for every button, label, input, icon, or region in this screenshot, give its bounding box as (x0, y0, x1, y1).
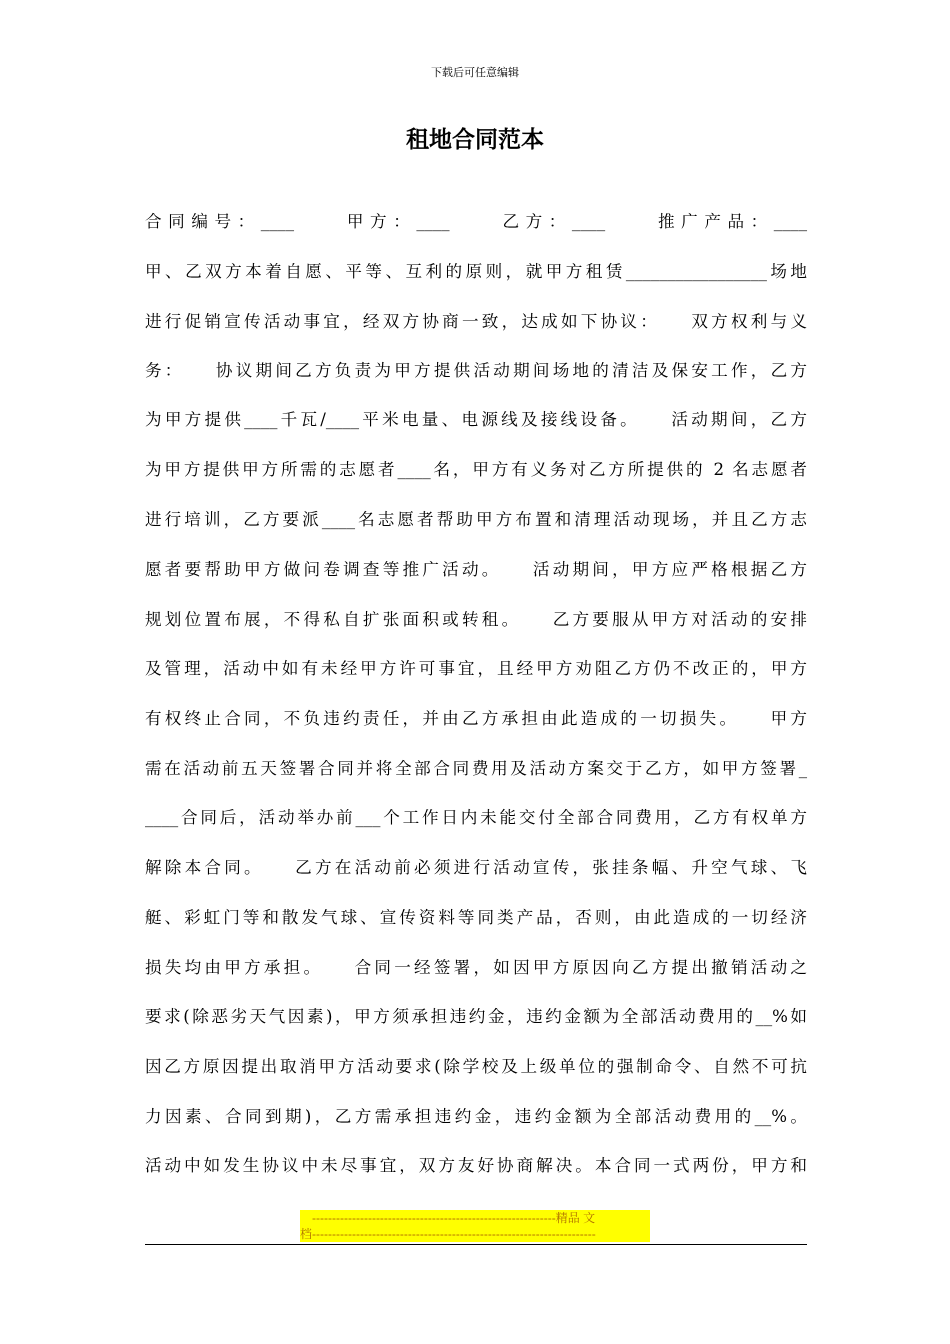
body-line: 有权终止合同，不负违约责任，并由乙方承担由此造成的一切损失。 甲方 (145, 709, 807, 728)
body-line: 规划位置布展，不得私自扩张面积或转租。 乙方要服从甲方对活动的安排 (145, 610, 807, 629)
footer-line-2: 档----------------------------------------------------------------------- (300, 1226, 650, 1242)
footer-watermark (300, 1210, 650, 1242)
body-line: 要求(除恶劣天气因素)，甲方须承担违约金，违约金额为全部活动费用的__%如 (145, 1007, 807, 1026)
body-line: 解除本合同。 乙方在活动前必须进行活动宣传，张挂条幅、升空气球、飞 (145, 858, 807, 877)
body-line: 力因素、合同到期)，乙方需承担违约金，违约金额为全部活动费用的__%。 (145, 1107, 807, 1126)
body-line: 甲、乙双方本着自愿、平等、互利的原则，就甲方租赁_________________场地 (145, 262, 807, 281)
footer-line-1: -------------------------------------------------------------精品 文 (300, 1210, 650, 1226)
body-line: ____合同后，活动举办前___个工作日内未能交付全部合同费用，乙方有权单方 (145, 808, 807, 827)
body-line: 进行促销宣传活动事宜，经双方协商一致，达成如下协议： 双方权利与义 (145, 312, 807, 331)
body-line: 务： 协议期间乙方负责为甲方提供活动期间场地的清洁及保安工作，乙方 (145, 361, 807, 380)
body-line: 因乙方原因提出取消甲方活动要求(除学校及上级单位的强制命令、自然不可抗 (145, 1057, 807, 1076)
body-line: 活动中如发生协议中未尽事宜，双方友好协商解决。本合同一式两份，甲方和 (145, 1156, 807, 1175)
header-note: 下载后可任意编辑 (431, 66, 519, 79)
body-line: 需在活动前五天签署合同并将全部合同费用及活动方案交于乙方，如甲方签署_ (145, 759, 807, 778)
body-line: 愿者要帮助甲方做问卷调查等推广活动。 活动期间，甲方应严格根据乙方 (145, 560, 807, 579)
body-line: 合同编号：____ 甲方：____ 乙方：____ 推广产品：____ (145, 212, 807, 231)
document-title: 租地合同范本 (406, 126, 544, 153)
body-line: 艇、彩虹门等和散发气球、宣传资料等同类产品，否则，由此造成的一切经济 (145, 908, 807, 927)
body-line: 及管理，活动中如有未经甲方许可事宜，且经甲方劝阻乙方仍不改正的，甲方 (145, 659, 807, 678)
body-line: 为甲方提供甲方所需的志愿者____名，甲方有义务对乙方所提供的 2 名志愿者 (145, 460, 807, 479)
footer-rule (145, 1244, 807, 1245)
body-line: 为甲方提供____千瓦/____平米电量、电源线及接线设备。 活动期间，乙方 (145, 410, 807, 429)
body-line: 进行培训，乙方要派____名志愿者帮助甲方布置和清理活动现场，并且乙方志 (145, 510, 807, 529)
body-line: 损失均由甲方承担。 合同一经签署，如因甲方原因向乙方提出撤销活动之 (145, 958, 807, 977)
